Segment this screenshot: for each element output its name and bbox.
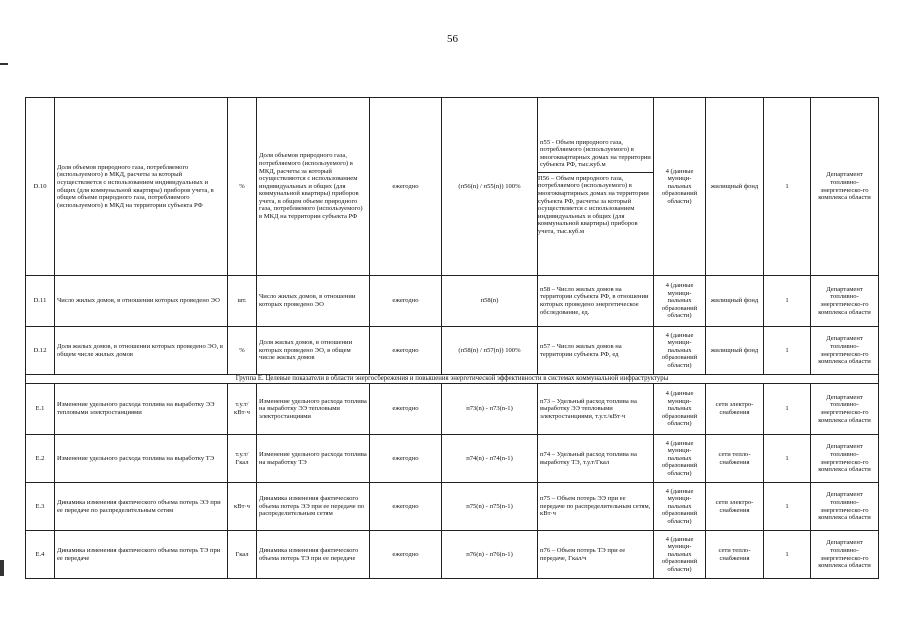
cell-sources: п74 – Удельный расход топлива на выработку ТЭ, т.у.т/Гкал	[538, 435, 654, 483]
cell-number: 1	[764, 276, 811, 327]
table-row	[26, 531, 879, 579]
cell-code: D.12	[26, 327, 55, 375]
cell-number: 1	[764, 531, 811, 579]
cell-name: Доля жилых домов, в отношении которых проведено ЭО, в общем числе жилых домов	[55, 327, 228, 375]
cell-level: 4 (данные муници-пальных образований области)	[654, 327, 706, 375]
cell-level: 4 (данные муници-пальных образований области)	[654, 531, 706, 579]
source-text: п55 - Объем природного газа, потребляемого (используемого) в многоквартирных домах на территории субъекта РФ, тыс.куб.м	[540, 138, 651, 169]
cell-formula: (п58(n) / п57(n)) 100%	[442, 327, 538, 375]
cell-frequency: ежегодно	[370, 483, 442, 531]
cell-sphere: сети электро-снабжения	[706, 483, 764, 531]
table-body-bottom	[26, 384, 879, 579]
cell-code: Е.2	[26, 435, 55, 483]
table-row	[26, 276, 879, 327]
cell-code: D.11	[26, 276, 55, 327]
cell-frequency: ежегодно	[370, 276, 442, 327]
table-row	[26, 435, 879, 483]
cell-sphere: сети электро-снабжения	[706, 384, 764, 435]
group-title: Группа Е. Целевые показатели в области энергосбережения и повышения энергетической эффективности в системах коммунальной инфраструктуры	[26, 375, 879, 384]
cell-code: Е.3	[26, 483, 55, 531]
cell-frequency: ежегодно	[370, 384, 442, 435]
cell-frequency: ежегодно	[370, 327, 442, 375]
cell-sphere: жилищный фонд	[706, 327, 764, 375]
cell-number: 1	[764, 327, 811, 375]
cell-sources: п57 – Число жилых домов на территории субъекта РФ, ед	[538, 327, 654, 375]
cell-name: Число жилых домов, в отношении которых проведено ЭО	[55, 276, 228, 327]
cell-unit: шт.	[228, 276, 257, 327]
cell-unit: %	[228, 327, 257, 375]
cell-number: 1	[764, 98, 811, 276]
cell-responsible: Департамент топливно-энергетическо-го комплекса области	[811, 435, 879, 483]
cell-responsible: Департамент топливно-энергетическо-го комплекса области	[811, 98, 879, 276]
cell-definition: Изменение удельного расхода топлива на выработку ТЭ	[257, 435, 370, 483]
cell-sources: п73 – Удельный расход топлива на выработку ЭЭ тепловыми электростанциями, т.у.т./кВт·ч	[538, 384, 654, 435]
cell-definition: Динамика изменения фактического объема потерь ЭЭ при ее передаче по распределительным сетям	[257, 483, 370, 531]
cell-number: 1	[764, 384, 811, 435]
cell-responsible: Департамент топливно-энергетическо-го комплекса области	[811, 276, 879, 327]
cell-level: 4 (данные муници-пальных образований области)	[654, 483, 706, 531]
cell-name: Динамика изменения фактического объема потерь ЭЭ при ее передаче по распределительным сетям	[55, 483, 228, 531]
cell-formula: п76(n) - п76(n-1)	[442, 531, 538, 579]
cell-responsible: Департамент топливно-энергетическо-го комплекса области	[811, 327, 879, 375]
indicator-table	[25, 97, 879, 579]
table-row	[26, 327, 879, 375]
cell-frequency: ежегодно	[370, 531, 442, 579]
cell-sources	[538, 98, 654, 276]
margin-mark-bottom	[0, 560, 4, 576]
cell-responsible: Департамент топливно-энергетическо-го комплекса области	[811, 483, 879, 531]
cell-sphere: жилищный фонд	[706, 98, 764, 276]
cell-level: 4 (данные муници-пальных образований области)	[654, 435, 706, 483]
cell-level: 4 (данные муници-пальных образований области)	[654, 98, 706, 276]
cell-sphere: сети тепло-снабжения	[706, 435, 764, 483]
cell-unit: %	[228, 98, 257, 276]
cell-unit: т.у.т/ кВт·ч	[228, 384, 257, 435]
cell-definition: Динамика изменения фактического объема потерь ТЭ при ее передаче	[257, 531, 370, 579]
cell-frequency: ежегодно	[370, 98, 442, 276]
table-body-top	[26, 98, 879, 375]
cell-name: Доля объемов природного газа, потребляемого (используемого) в МКД, расчеты за который осуществляется с использованием индивидуальных и общих (для коммунальной квартиры) приборов учета, в общем объеме природного газа, потребляемого (используемого) в МКД на территории субъекта РФ	[55, 98, 228, 276]
cell-sources: п58 – Число жилых домов на территории субъекта РФ, в отношении которых проведено энергетическое обследование, ед.	[538, 276, 654, 327]
cell-sources: п75 – Объем потерь ЭЭ при ее передаче по распределительным сетям, кВт·ч	[538, 483, 654, 531]
cell-sources: п76 – Объем потерь ТЭ при ее передаче, Гкал/ч	[538, 531, 654, 579]
cell-unit: т.у.т/ Гкал	[228, 435, 257, 483]
cell-frequency: ежегодно	[370, 435, 442, 483]
cell-unit: кВт·ч	[228, 483, 257, 531]
cell-number: 1	[764, 435, 811, 483]
cell-responsible: Департамент топливно-энергетическо-го комплекса области	[811, 531, 879, 579]
cell-formula: п74(n) - п74(n-1)	[442, 435, 538, 483]
table-row	[26, 483, 879, 531]
source-text: П56 – Объем природного газа, потребляемого (используемого) в многоквартирных домах на территории субъекта РФ, расчеты за который осуществляется с использованием индивидуальных и общих (для коммунальной квартиры) приборов учета, тыс.куб.м	[538, 172, 654, 236]
group-header-row	[26, 375, 879, 384]
cell-number: 1	[764, 483, 811, 531]
cell-name: Изменение удельного расхода топлива на выработку ТЭ	[55, 435, 228, 483]
table-row	[26, 384, 879, 435]
cell-code: D.10	[26, 98, 55, 276]
cell-formula: п75(n) - п75(n-1)	[442, 483, 538, 531]
cell-responsible: Департамент топливно-энергетическо-го комплекса области	[811, 384, 879, 435]
cell-formula: (п56(n) / п55(n)) 100%	[442, 98, 538, 276]
table-row	[26, 98, 879, 276]
cell-definition: Доля жилых домов, в отношении которых проведено ЭО, в общем числе жилых домов	[257, 327, 370, 375]
cell-formula: п58(n)	[442, 276, 538, 327]
cell-sphere: жилищный фонд	[706, 276, 764, 327]
cell-definition: Доля объемов природного газа, потребляемого (используемого) в МКД, расчеты за который осуществляются с использованием индивидуальных и общих (для коммунальной квартиры) приборов учета, в общем объеме природного газа, потребляемого (используемого) в МКД на территории субъекта РФ	[257, 98, 370, 276]
table-group-section	[26, 375, 879, 384]
cell-name: Изменение удельного расхода топлива на выработку ЭЭ тепловыми электростанциями	[55, 384, 228, 435]
cell-formula: п73(n) - п73(n-1)	[442, 384, 538, 435]
cell-level: 4 (данные муници-пальных образований области)	[654, 276, 706, 327]
cell-definition: Изменение удельного расхода топлива на выработку ЭЭ тепловыми электростанциями	[257, 384, 370, 435]
cell-sphere: сети тепло-снабжения	[706, 531, 764, 579]
margin-mark-top	[0, 63, 8, 65]
cell-level: 4 (данные муници-пальных образований области)	[654, 384, 706, 435]
cell-name: Динамика изменения фактического объема потерь ТЭ при ее передаче	[55, 531, 228, 579]
cell-unit: Гкал	[228, 531, 257, 579]
cell-definition: Число жилых домов, в отношении которых проведено ЭО	[257, 276, 370, 327]
page-number: 56	[447, 33, 458, 45]
cell-code: Е.1	[26, 384, 55, 435]
cell-code: Е.4	[26, 531, 55, 579]
